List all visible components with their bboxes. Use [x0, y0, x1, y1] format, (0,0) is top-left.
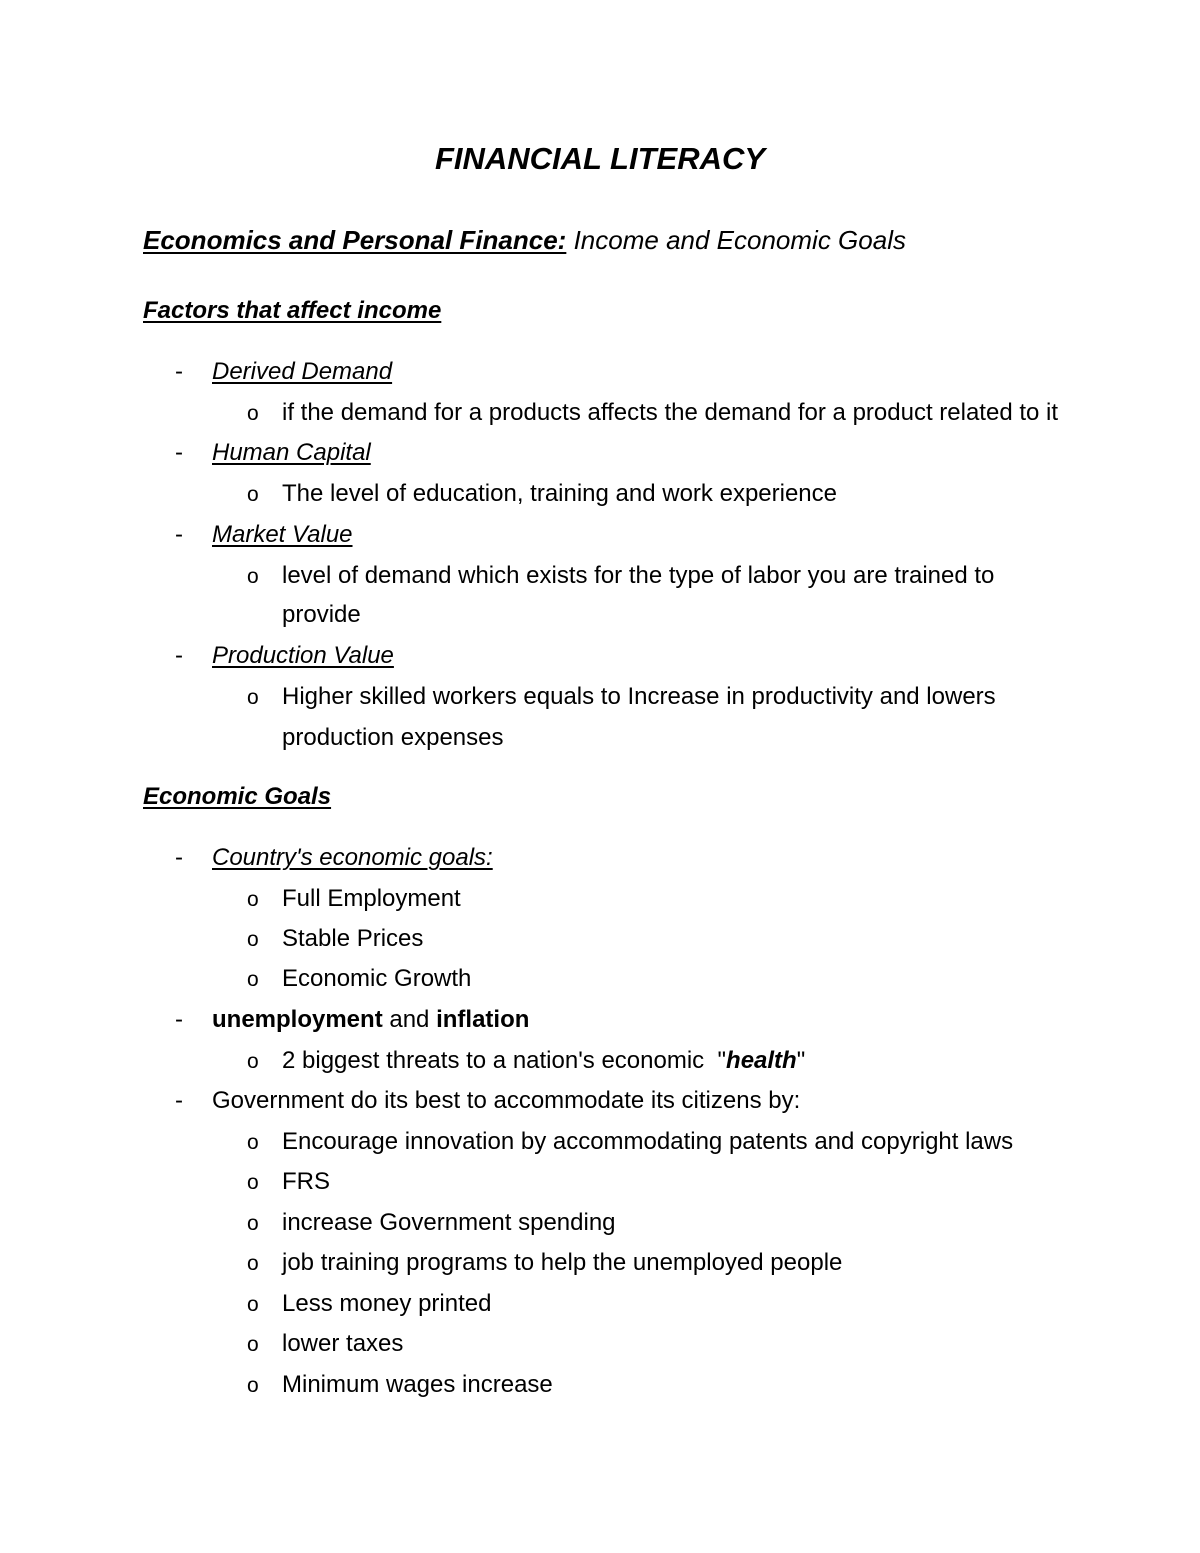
bullet-marker: o: [247, 1374, 259, 1397]
country-goal-item: Full Employment: [282, 885, 461, 912]
term-unemployment: unemployment: [212, 1006, 383, 1033]
term-inflation: inflation: [436, 1006, 530, 1033]
bullet-marker: o: [247, 888, 259, 911]
bullet-marker: o: [247, 1252, 259, 1275]
dash-marker: -: [175, 439, 183, 466]
dash-marker: -: [175, 1087, 183, 1114]
government-item: Less money printed: [282, 1290, 492, 1317]
government-item: FRS: [282, 1168, 330, 1195]
dash-marker: -: [175, 358, 183, 385]
country-goal-item: Stable Prices: [282, 925, 424, 952]
document-title: FINANCIAL LITERACY: [434, 141, 766, 176]
threats-desc-text: 2 biggest threats to a nation's economic ": [282, 1047, 727, 1074]
country-goals-label: Country's economic goals:: [212, 844, 493, 871]
threats-line: [212, 1005, 529, 1035]
bullet-marker: o: [247, 1212, 259, 1235]
bullet-marker: o: [247, 402, 259, 425]
term-human-capital: Human Capital: [212, 439, 371, 466]
dash-marker: -: [175, 521, 183, 548]
desc-production-value-line1: Higher skilled workers equals to Increase in productivity and lowers: [282, 683, 996, 710]
threats-desc-em: health: [726, 1047, 797, 1074]
dash-marker: -: [175, 1006, 183, 1033]
bullet-marker: o: [247, 686, 259, 709]
bullet-marker: o: [247, 1131, 259, 1154]
dash-marker: -: [175, 844, 183, 871]
desc-human-capital: The level of education, training and work experience: [282, 480, 837, 507]
bullet-marker: o: [247, 1293, 259, 1316]
factors-heading: Factors that affect income: [143, 297, 442, 324]
government-item: Minimum wages increase: [282, 1371, 553, 1398]
government-label: Government do its best to accommodate its citizens by:: [212, 1087, 801, 1114]
desc-production-value-line2: production expenses: [282, 724, 504, 751]
bullet-marker: o: [247, 483, 259, 506]
desc-market-value-line2: provide: [282, 601, 361, 628]
bullet-marker: o: [247, 968, 259, 991]
term-market-value: Market Value: [212, 521, 353, 548]
bullet-marker: o: [247, 1171, 259, 1194]
desc-derived-demand: if the demand for a products affects the demand for a product related to it: [282, 399, 1059, 426]
threats-and: and: [389, 1006, 430, 1033]
subtitle-rest: Income and Economic Goals: [573, 225, 906, 255]
subtitle-bold: Economics and Personal Finance:: [143, 225, 567, 255]
threats-desc: [282, 1046, 805, 1076]
bullet-marker: o: [247, 928, 259, 951]
country-goal-item: Economic Growth: [282, 965, 472, 992]
term-production-value: Production Value: [212, 642, 394, 669]
threats-desc-close: ": [796, 1047, 806, 1074]
government-item: increase Government spending: [282, 1209, 616, 1236]
subtitle: [143, 224, 906, 256]
dash-marker: -: [175, 642, 183, 669]
term-derived-demand: Derived Demand: [212, 358, 393, 385]
bullet-marker: o: [247, 565, 259, 588]
government-item: Encourage innovation by accommodating patents and copyright laws: [282, 1128, 1014, 1155]
government-item: job training programs to help the unemployed people: [282, 1249, 843, 1276]
goals-heading: Economic Goals: [143, 783, 332, 810]
bullet-marker: o: [247, 1050, 259, 1073]
bullet-marker: o: [247, 1333, 259, 1356]
government-item: lower taxes: [282, 1330, 404, 1357]
desc-market-value-line1: level of demand which exists for the type of labor you are trained to: [282, 562, 995, 589]
